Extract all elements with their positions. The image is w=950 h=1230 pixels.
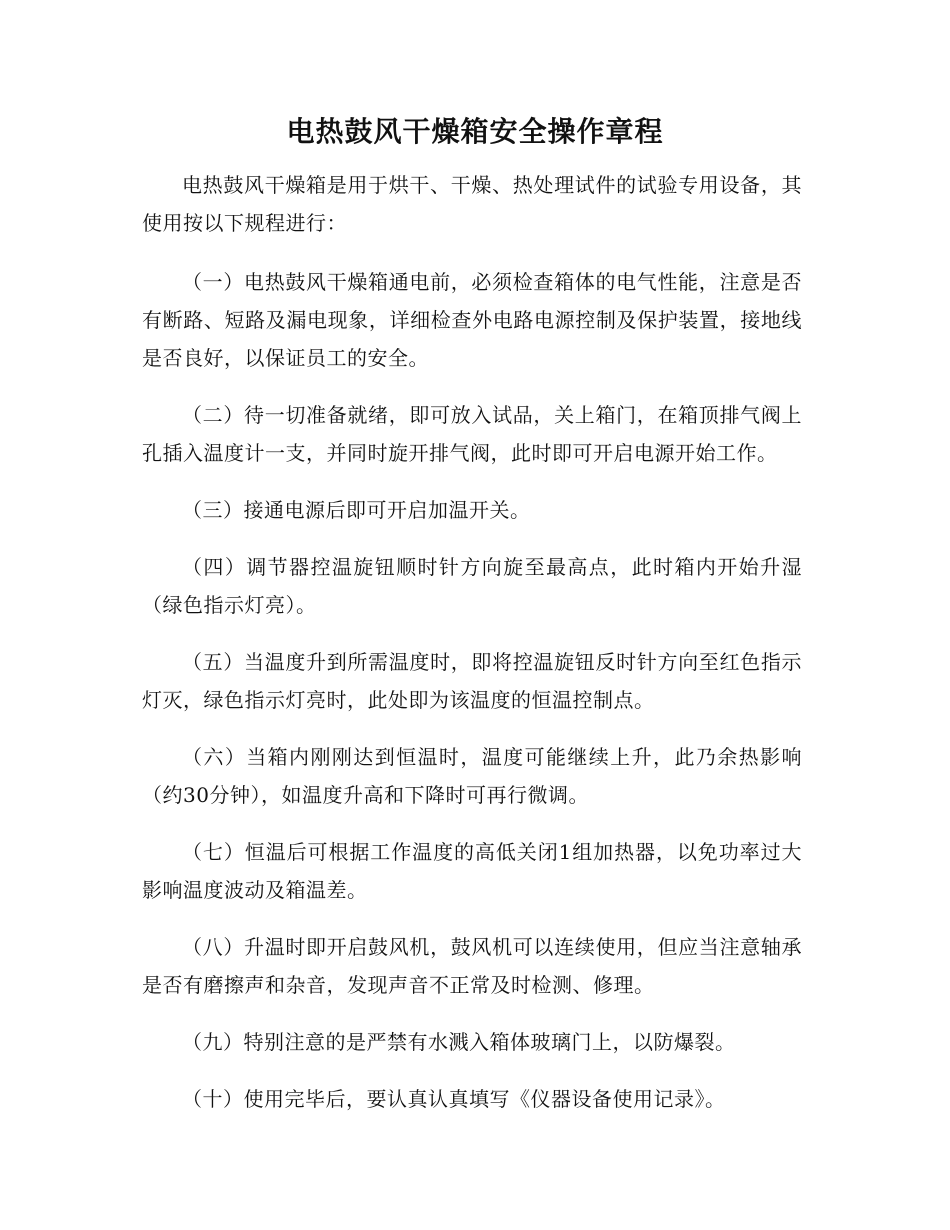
procedure-item-10: （十）使用完毕后，要认真认真填写《仪器设备使用记录》。	[182, 1087, 726, 1111]
procedure-item-1: （一）电热鼓风干燥箱通电前，必须检查箱体的电气性能，注意是否有断路、短路及漏电现象，详细检查外电路电源控制及保护装置，接地线是否良好，以保证员工的安全。	[142, 270, 802, 370]
procedure-item-6: （六）当箱内刚刚达到恒温时，温度可能继续上升，此乃余热影响（约30分钟），如温度升高和下降时可再行微调。	[142, 745, 802, 807]
procedure-item-5: （五）当温度升到所需温度时，即将控温旋钮反时针方向至红色指示灯灭，绿色指示灯亮时，此处即为该温度的恒温控制点。	[142, 650, 802, 712]
procedure-item-2: （二）待一切准备就绪，即可放入试品，关上箱门，在箱顶排气阀上孔插入温度计一支，并同时旋开排气阀，此时即可开启电源开始工作。	[142, 403, 802, 465]
procedure-item-8: （八）升温时即开启鼓风机，鼓风机可以连续使用，但应当注意轴承是否有磨擦声和杂音，发现声音不正常及时检测、修理。	[142, 935, 802, 997]
procedure-item-4: （四）调节器控温旋钮顺时针方向旋至最高点，此时箱内开始升湿（绿色指示灯亮）。	[142, 555, 802, 617]
procedure-item-3: （三）接通电源后即可开启加温开关。	[182, 498, 531, 522]
document-body	[142, 166, 802, 1137]
procedure-item-7: （七）恒温后可根据工作温度的高低关闭1组加热器，以免功率过大影响温度波动及箱温差。	[142, 840, 802, 902]
procedure-item-9: （九）特别注意的是严禁有水溅入箱体玻璃门上，以防爆裂。	[182, 1030, 736, 1054]
intro-paragraph: 电热鼓风干燥箱是用于烘干、干燥、热处理试件的试验专用设备，其使用按以下规程进行：	[142, 173, 802, 235]
document-title: 电热鼓风干燥箱安全操作章程	[286, 115, 664, 148]
